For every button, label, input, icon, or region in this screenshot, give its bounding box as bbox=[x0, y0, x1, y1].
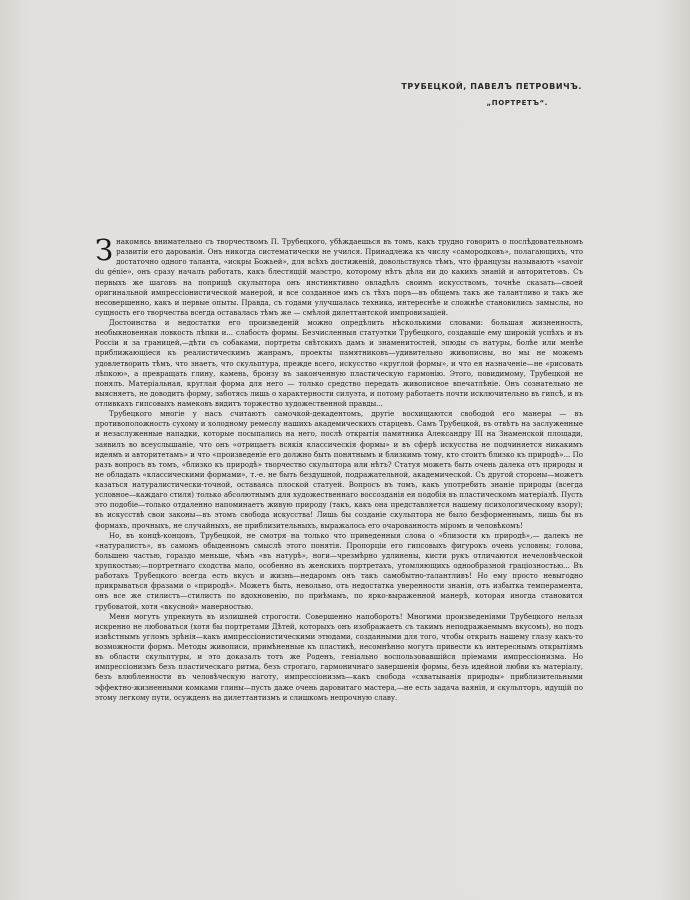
paragraph-5: Меня могутъ упрекнуть въ излишней строгости. Совершенно напоборотъ! Многими произведеніями Трубецкого нельзя искренно не любоваться (хотя бы портретами Дѣтей, которыхъ онъ изображаетъ съ такимъ неподражаемымъ вкусомъ), но подъ извѣстнымъ угломъ зрѣнія—какъ импрессіонистическими этюдами, созданными для того, чтобы открыть нашему глазу какъ-то возможности формъ. Методы живописи, примѣненные къ пластикѣ, несомнѣнно могутъ привести къ интереснымъ открытіямъ въ области скульптуры, и это доказалъ тотъ же Роденъ, геніально воспользовавшійся пріемами импрессіонизма. Но импрессіонизмъ безъ пластическаго ритма, безъ строгаго, гармоничнаго завершенія формы, безъ идейной любви къ матеріалу, безъ влюбленности въ человѣческую наготу, импрессіонизмъ—какъ свобода «схватыванія природы» приблизительными эффектно-жизненными комками глины—пусть даже очень даровитаго мастера,—не есть задача ваянія, и скульпторъ, идущій по этому легкому пути, осужденъ на дилеттантизмъ и слишкомъ непрочную славу. bbox=[95, 611, 583, 702]
page-header bbox=[401, 82, 582, 107]
paragraph-1 bbox=[95, 233, 583, 318]
paragraph-1-text: накомясь внимательно съ творчествомъ П. Трубецкого, убѣждаешься въ томъ, какъ трудно говорить о послѣдовательномъ развитіи его дарованія. Онъ никогда систематически не учился. Принадлежа къ числу «самородковъ», полагающихъ, что достаточно одного таланта, «искры Божьей», для всѣхъ достиженій, довольствуясь тѣмъ, что французы называютъ «savoir du génie», онъ сразу началъ работать, какъ блестящій маэстро, которому нѣтъ дѣла ни до какихъ знаній и авторитетовъ. Съ первыхъ же шаговъ на поприщѣ скульптора онъ инстинктивно овладѣлъ своимъ искусствомъ, точнѣе сказать—своей оригинальной импрессіонистической манерой, и все созданное имъ съ тѣхъ поръ—въ общемъ такъ же талантливо и такъ же несовершенно, какъ и первые опыты. Правда, съ годами улучшалась техника, интереснѣе и сложнѣе становились замыслы, но сущность его творчества всегда оставалась тѣмъ же — смѣлой дилеттантской импровизаціей. bbox=[95, 237, 583, 317]
artwork-title: „ПОРТРЕТЪ“. bbox=[486, 99, 548, 107]
paragraph-4: Но, въ концѣ-концовъ, Трубецкой, не смотря на только что приведенныя слова о «близости къ природѣ»,— далекъ не «натуралистъ», въ самомъ обыденномъ смыслѣ этого понятія. Пропорціи его гипсовыхъ фигурокъ очень условны; голова, большею частью, гораздо меньше, чѣмъ «въ натурѣ», ноги—чрезмѣрно удлинены, кисти рукъ отличаются нечеловѣческой хрупкостью;—портретнаго сходства мало, особенно въ женскихъ портретахъ, утомляющихъ однообразной граціозностью... Въ работахъ Трубецкого всегда есть вкусъ и жизнь—недаромъ онъ такъ самобытно-талантливъ! Но ему просто невыгодно прикрываться фразами о «природѣ». Можетъ быть, невольно, отъ недостатка уверенности знанія, отъ избытка темперамента, онъ все же стилистъ—стилистъ по вдохновенію, по приѣмамъ, по ярко-выраженной манерѣ, которая иногда становится грубоватой, хотя «вкусной» манерностью. bbox=[95, 530, 583, 611]
article-body bbox=[95, 233, 583, 703]
drop-cap: З bbox=[95, 233, 114, 267]
paragraph-3: Трубецкого многіе у насъ считаютъ самочкой-декадентомъ, другіе восхищаются свободой его манеры — въ противоположность сухому и холодному ремеслу нашихъ академическихъ старцевъ. Самъ Трубецкой, въ отвѣтъ на заслуженные и незаслуженные нападки, которые посыпались на него, послѣ открытія памятника Александру III на Знаменской площади, заявилъ во всеуслышаніе, что онъ «отрицаетъ всякія классическія формы» и въ сферѣ искусства не подчиняется никакимъ идеямъ и авторитетамъ» и что «произведеніе его должно быть понятнымъ и близкимъ тому, кто стоитъ близко къ природѣ»... По разъ вопросъ въ томъ, «близко къ природѣ» творчество скульптора или нѣтъ? Статуя можетъ быть очень далека отъ природы и не обладать «классическими формами», т.-е. не быть бездушной, подражательной, академической. Съ другой стороны—можетъ казаться натуралистически-точной, оставаясь плоской статуей. Вопросъ въ томъ, какъ употребить знаніе природы (всегда условное—каждаго стиля) только абсолютнымъ для художественнаго воссозданія ея подобія въ пластическомъ матеріалѣ. Пусть это подобіе—только отдаленно напоминаетъ живую природу (такъ, какъ она представляется нашему психологическому взору); въ искусствѣ свои законы—въ этомъ свобода искусства! Лишь бы созданіе скульптора не было безформеннымъ, лишь бы въ формахъ, прочныхъ, не случайныхъ, не приблизительныхъ, выражалось его очарованность міромъ и человѣкомъ! bbox=[95, 409, 583, 530]
author-heading: ТРУБЕЦКОЙ, ПАВЕЛЪ ПЕТРОВИЧЪ. bbox=[401, 82, 582, 91]
paragraph-2: Достоинства и недостатки его произведеній можно опредѣлить нѣсколькими словами: большая жизненность, необыкновенная ловкость лѣпки и... слабость формы. Безчисленныя статуэтки Трубецкого, создавшіе ему широкій успѣхъ и въ Россіи и за границей,—дѣти съ собаками, портреты свѣтскихъ дамъ и знаменитостей, эпюды съ натуры, болѣе или менѣе приближающіеся къ реалистическимъ жанрамъ, проекты памятниковъ—удивительно живописны, но мы не можемъ удовлетворить тѣмъ, что знаетъ, что скульптура, прежде всего, искусство «круглой формы», и что ея назначеніе—не «рисовать лѣпкою», а превращать глину, камень, бронзу въ законченную пластическую гармонію. Этого, повидимому, Трубецкой не понялъ. Матеріальная, круглая форма для него — только средство передать живописное впечатлѣніе. Онъ сознательно не выясняетъ, не доводитъ форму, заботясь лишь о характерности силуэта, и потому работаетъ почти исключительно въ гипсѣ, и въ отливкахъ гипсовыхъ намековъ видитъ торжество художественной правды... bbox=[95, 318, 583, 408]
